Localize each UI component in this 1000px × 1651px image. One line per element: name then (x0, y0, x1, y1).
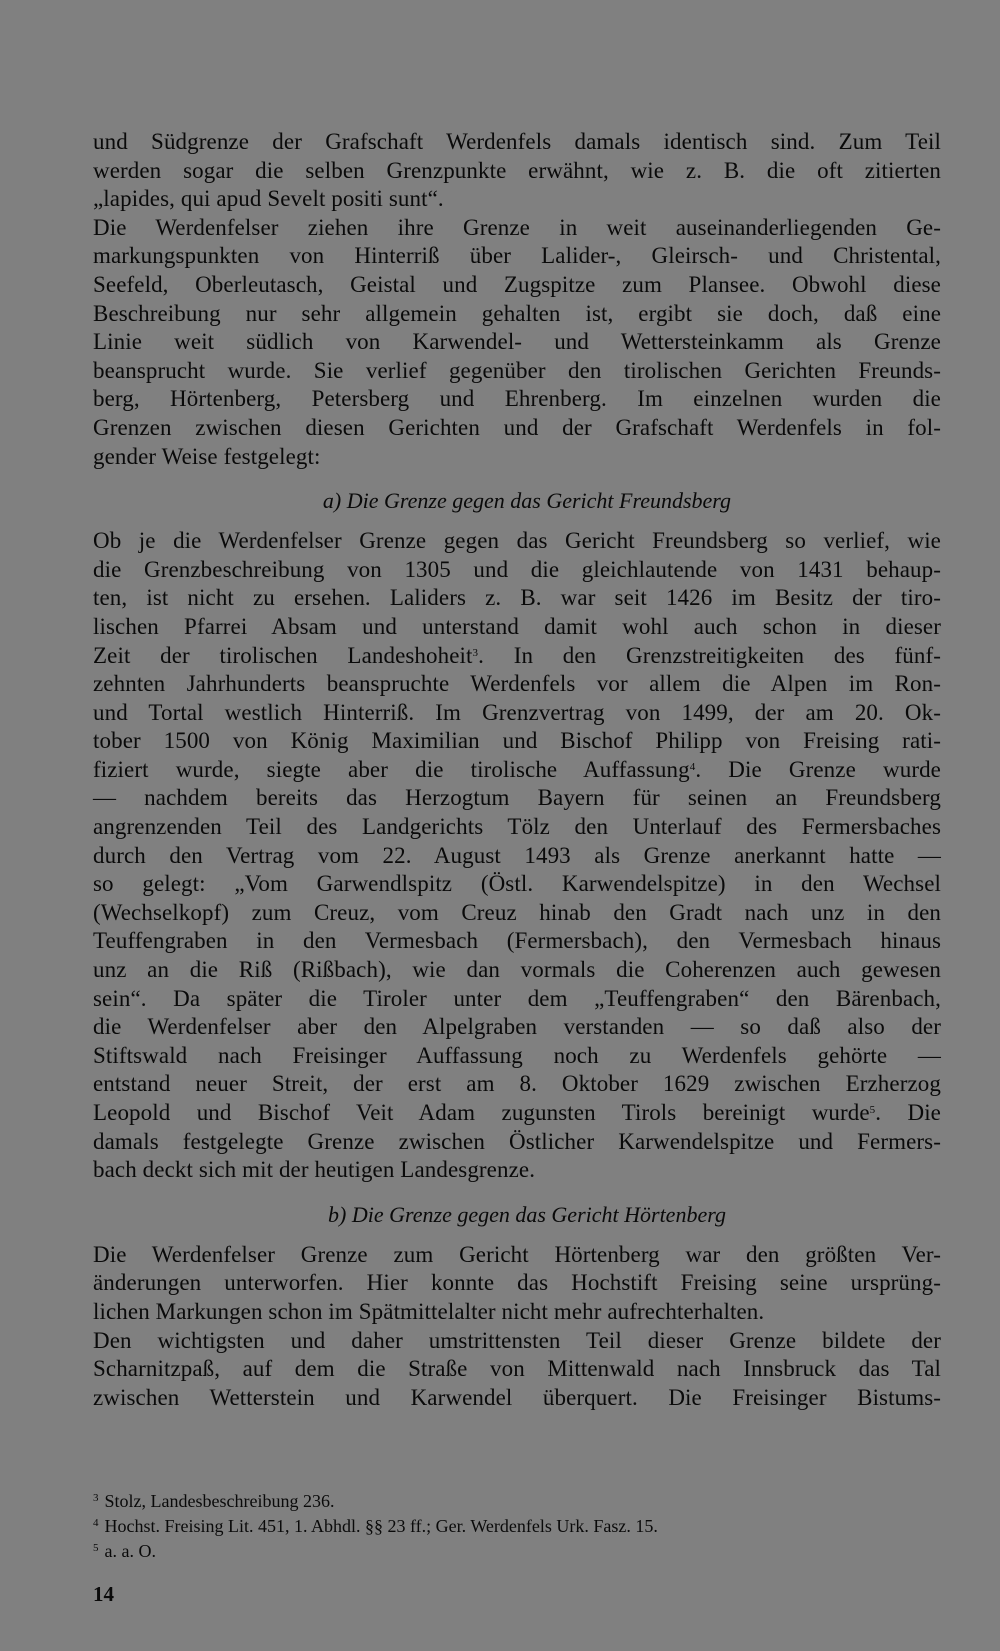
footnote-mark: 3 (93, 1492, 99, 1504)
text-line: markungspunkten von Hinterriß über Lalider-, Gleirsch- und Christental, (93, 243, 941, 269)
text-line: Ob je die Werdenfelser Grenze gegen das Gericht Freundsberg so verlief, wie (93, 528, 941, 554)
text-line: Seefeld, Oberleutasch, Geistal und Zugspitze zum Plansee. Obwohl diese (93, 271, 941, 297)
text-line-with-footnote (93, 756, 941, 785)
text-line: Die Werdenfelser Grenze zum Gericht Hörtenberg war den größten Ver- (93, 1241, 941, 1267)
text-line: werden sogar die selben Grenzpunkte erwähnt, wie z. B. die oft zitierten (93, 157, 941, 183)
text-line: — nachdem bereits das Herzogtum Bayern für seinen an Freundsberg (93, 785, 941, 811)
text-line: berg, Hörtenberg, Petersberg und Ehrenberg. Im einzelnen wurden die (93, 386, 941, 412)
text-fragment: . Die (875, 1100, 941, 1125)
footnote-mark: 4 (93, 1517, 99, 1529)
footnote-text: Hochst. Freising Lit. 451, 1. Abhdl. §§ 23 ff.; Ger. Werdenfels Urk. Fasz. 15. (104, 1516, 658, 1536)
footnote-5 (93, 1536, 941, 1561)
text-fragment: Zeit der tirolischen Landeshoheit (93, 642, 473, 668)
text-line: ten, ist nicht zu ersehen. Laliders z. B. war seit 1426 im Besitz der tiro- (93, 585, 941, 611)
footnote-text: Stolz, Landesbeschreibung 236. (104, 1491, 335, 1511)
text-line: Stiftswald nach Freisinger Auffassung noch zu Werdenfels gehörte — (93, 1042, 941, 1068)
page-body (93, 128, 941, 1412)
footnote-mark: 5 (93, 1542, 99, 1554)
text-line: damals festgelegte Grenze zwischen Östlicher Karwendelspitze und Fermers- (93, 1128, 941, 1154)
text-line: bach deckt sich mit der heutigen Landesgrenze. (93, 1157, 536, 1183)
text-line: tober 1500 von König Maximilian und Bischof Philipp von Freising rati- (93, 728, 941, 754)
section-heading-a: a) Die Grenze gegen das Gericht Freundsberg (322, 488, 732, 514)
text-line: die Grenzbeschreibung von 1305 und die gleichlautende von 1431 behaup- (93, 556, 941, 582)
footnote-ref[interactable]: 5 (869, 1104, 876, 1116)
text-line: durch den Vertrag vom 22. August 1493 als Grenze anerkannt hatte — (93, 842, 941, 868)
text-line: Teuffengraben in den Vermesbach (Fermersbach), den Vermesbach hinaus (93, 928, 941, 954)
text-line: beansprucht wurde. Sie verlief gegenüber den tirolischen Gerichten Freunds- (93, 357, 941, 383)
footnote-text: a. a. O. (104, 1541, 156, 1561)
text-line: Grenzen zwischen diesen Gerichten und der Grafschaft Werdenfels in fol- (93, 414, 941, 440)
text-fragment: fiziert wurde, siegte aber die tirolische Auffassung (93, 756, 690, 782)
text-line: Die Werdenfelser ziehen ihre Grenze in weit auseinanderliegenden Ge- (93, 214, 941, 240)
text-line: Den wichtigsten und daher umstrittensten Teil dieser Grenze bildete der (93, 1327, 941, 1353)
text-fragment: . Die Grenze wurde (695, 756, 941, 782)
text-line: die Werdenfelser aber den Alpelgraben verstanden — so daß also der (93, 1014, 941, 1040)
text-line-with-footnote (93, 1099, 941, 1128)
text-line: zehnten Jahrhunderts beanspruchte Werdenfels vor allem die Alpen im Ron- (93, 671, 941, 697)
section-heading-b: b) Die Grenze gegen das Gericht Hörtenberg (328, 1201, 726, 1227)
text-line: Beschreibung nur sehr allgemein gehalten ist, ergibt sie doch, daß eine (93, 300, 941, 326)
text-fragment: Leopold und Bischof Veit Adam zugunsten Tirols bereinigt wurde (93, 1100, 870, 1125)
text-line: und Südgrenze der Grafschaft Werdenfels damals identisch sind. Zum Teil (93, 129, 941, 154)
text-line: unz an die Riß (Rißbach), wie dan vormals die Coherenzen auch gewesen (93, 957, 941, 983)
text-line: angrenzenden Teil des Landgerichts Tölz den Unterlauf des Fermersbaches (93, 814, 941, 840)
page-number: 14 (93, 1582, 114, 1606)
text-line: zwischen Wetterstein und Karwendel überquert. Die Freisinger Bistums- (93, 1384, 941, 1410)
footnote-ref[interactable]: 3 (472, 646, 479, 659)
text-line: Linie weit südlich von Karwendel- und Wettersteinkamm als Grenze (93, 329, 941, 355)
text-line: Scharnitzpaß, auf dem die Straße von Mittenwald nach Innsbruck das Tal (93, 1356, 941, 1382)
text-line: lichen Markungen schon im Spätmittelalter nicht mehr aufrechterhalten. (93, 1298, 765, 1324)
footnote-ref[interactable]: 4 (689, 760, 696, 773)
text-line: so gelegt: „Vom Garwendlspitz (Östl. Karwendelspitze) in den Wechsel (93, 871, 941, 897)
text-fragment: . In den Grenzstreitigkeiten des fünf- (478, 642, 941, 668)
text-line: „lapides, qui apud Sevelt positi sunt“. (93, 186, 444, 212)
text-line: sein“. Da später die Tiroler unter dem „Teuffengraben“ den Bärenbach, (93, 985, 941, 1011)
text-line: und Tortal westlich Hinterriß. Im Grenzvertrag von 1499, der am 20. Ok- (93, 699, 941, 725)
text-line: gender Weise festgelegt: (93, 443, 321, 469)
footnotes (93, 1486, 941, 1561)
text-line: änderungen unterworfen. Hier konnte das Hochstift Freising seine ursprüng- (93, 1270, 941, 1296)
text-line-with-footnote (93, 642, 941, 671)
text-line: entstand neuer Streit, der erst am 8. Oktober 1629 zwischen Erzherzog (93, 1071, 941, 1097)
footnote-4 (93, 1511, 941, 1536)
text-line: (Wechselkopf) zum Creuz, vom Creuz hinab den Gradt nach unz in den (93, 899, 941, 925)
footnote-3 (93, 1486, 941, 1511)
text-line: lischen Pfarrei Absam und unterstand damit wohl auch schon in dieser (93, 613, 941, 639)
